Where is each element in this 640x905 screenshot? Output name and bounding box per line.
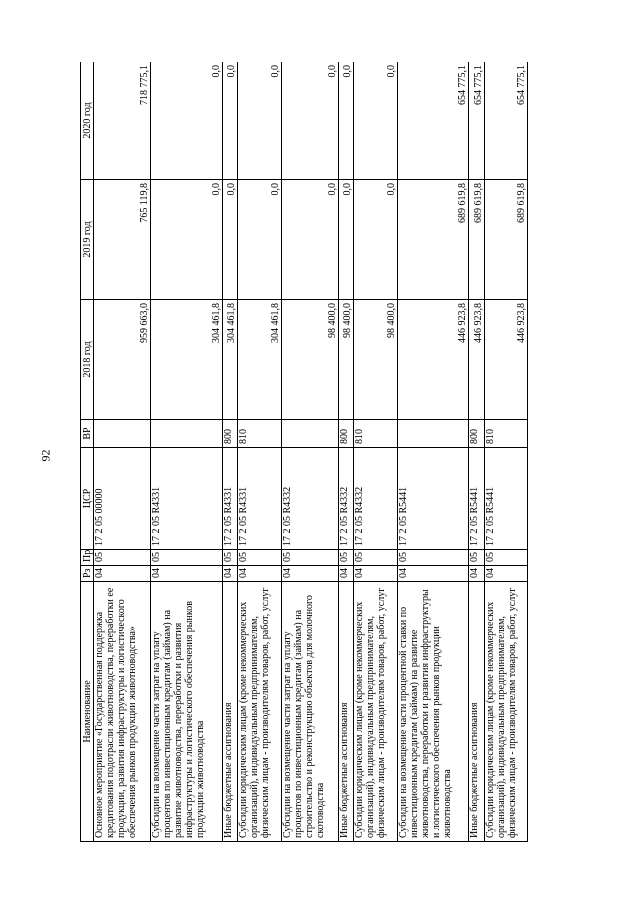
cell-rz: 04 xyxy=(94,566,151,582)
cell-2018: 98 400,0 xyxy=(281,300,338,420)
cell-2018: 959 663,0 xyxy=(94,300,151,420)
header-2019: 2019 год xyxy=(81,180,94,300)
cell-2019: 0,0 xyxy=(281,180,338,300)
cell-2018: 304 461,8 xyxy=(238,300,281,420)
table-row xyxy=(94,62,151,842)
page-content xyxy=(80,62,528,842)
cell-2019: 0,0 xyxy=(354,180,397,300)
cell-2019: 0,0 xyxy=(151,180,222,300)
cell-csr: 17 2 05 R4332 xyxy=(281,448,338,550)
cell-name: Субсидии на возмещение части затрат на уплату процентов по инвестиционным кредитам (займам) на строительство и реконструкцию объектов для молочного скотоводства xyxy=(281,582,338,842)
cell-rz: 04 xyxy=(484,566,527,582)
cell-name: Субсидии юридическим лицам (кроме некоммерческих организаций), индивидуальным предпринимателям, физическим лицам - производителям товаров, работ, услуг xyxy=(354,582,397,842)
cell-rz: 04 xyxy=(354,566,397,582)
table-row xyxy=(151,62,222,842)
cell-csr: 17 2 05 R4331 xyxy=(151,448,222,550)
cell-rz: 04 xyxy=(222,566,237,582)
table-row xyxy=(354,62,397,842)
table-row xyxy=(484,62,527,842)
cell-rz: 04 xyxy=(397,566,468,582)
cell-csr: 17 2 05 R4332 xyxy=(339,448,354,550)
cell-csr: 17 2 05 00000 xyxy=(94,448,151,550)
header-rz: Рз xyxy=(81,566,94,582)
cell-2020: 654 775,1 xyxy=(397,62,468,180)
cell-csr: 17 2 05 R4332 xyxy=(354,448,397,550)
cell-name: Иные бюджетные ассигнования xyxy=(222,582,237,842)
cell-2019: 689 619,8 xyxy=(397,180,468,300)
cell-2018: 446 923,8 xyxy=(469,300,484,420)
cell-2020: 0,0 xyxy=(151,62,222,180)
cell-2019: 689 619,8 xyxy=(484,180,527,300)
cell-name: Основное мероприятие «Государственная поддержка кредитования подотрасли животноводства, переработки ее продукции, развития инфраструктуры и логистического обеспечения рынков продукции животноводства» xyxy=(94,582,151,842)
cell-vr: 800 xyxy=(222,420,237,448)
header-pr: Пр xyxy=(81,550,94,566)
cell-name: Субсидии юридическим лицам (кроме некоммерческих организаций), индивидуальным предпринимателям, физическим лицам - производителям товаров, работ, услуг xyxy=(238,582,281,842)
cell-2019: 0,0 xyxy=(238,180,281,300)
cell-pr: 05 xyxy=(151,550,222,566)
header-2018: 2018 год xyxy=(81,300,94,420)
table-row xyxy=(469,62,484,842)
cell-2018: 98 400,0 xyxy=(339,300,354,420)
table-row xyxy=(281,62,338,842)
cell-2019: 765 119,8 xyxy=(94,180,151,300)
cell-vr xyxy=(151,420,222,448)
cell-pr: 05 xyxy=(354,550,397,566)
header-csr: ЦСР xyxy=(81,448,94,550)
cell-name: Иные бюджетные ассигнования xyxy=(469,582,484,842)
header-2020: 2020 год xyxy=(81,62,94,180)
cell-rz: 04 xyxy=(339,566,354,582)
cell-vr xyxy=(397,420,468,448)
cell-name: Субсидии на возмещение части затрат на уплату процентов по инвестиционным кредитам (займам) на развитие животноводства, переработки и развития инфраструктуры и логистического обеспечения рынков продукции животноводства xyxy=(151,582,222,842)
cell-name: Иные бюджетные ассигнования xyxy=(339,582,354,842)
header-vr: ВР xyxy=(81,420,94,448)
cell-vr: 810 xyxy=(354,420,397,448)
cell-pr: 05 xyxy=(339,550,354,566)
table-row xyxy=(238,62,281,842)
cell-vr: 800 xyxy=(469,420,484,448)
table-header-row xyxy=(81,62,94,842)
cell-vr: 810 xyxy=(238,420,281,448)
cell-pr: 05 xyxy=(281,550,338,566)
cell-rz: 04 xyxy=(281,566,338,582)
cell-2020: 654 775,1 xyxy=(484,62,527,180)
table-body xyxy=(94,62,528,842)
table-row xyxy=(397,62,468,842)
cell-csr: 17 2 05 R4331 xyxy=(238,448,281,550)
cell-vr: 800 xyxy=(339,420,354,448)
header-name: Наименование xyxy=(81,582,94,842)
cell-csr: 17 2 05 R5441 xyxy=(484,448,527,550)
cell-2018: 304 461,8 xyxy=(151,300,222,420)
cell-vr xyxy=(281,420,338,448)
cell-2020: 0,0 xyxy=(222,62,237,180)
cell-pr: 05 xyxy=(397,550,468,566)
cell-pr: 05 xyxy=(94,550,151,566)
cell-vr xyxy=(94,420,151,448)
cell-2018: 304 461,8 xyxy=(222,300,237,420)
cell-csr: 17 2 05 R5441 xyxy=(469,448,484,550)
cell-2019: 0,0 xyxy=(339,180,354,300)
cell-2020: 0,0 xyxy=(354,62,397,180)
cell-rz: 04 xyxy=(151,566,222,582)
table-row xyxy=(339,62,354,842)
cell-csr: 17 2 05 R4331 xyxy=(222,448,237,550)
cell-2020: 0,0 xyxy=(238,62,281,180)
cell-rz: 04 xyxy=(469,566,484,582)
cell-pr: 05 xyxy=(238,550,281,566)
cell-pr: 05 xyxy=(484,550,527,566)
cell-2020: 654 775,1 xyxy=(469,62,484,180)
cell-2020: 0,0 xyxy=(339,62,354,180)
cell-csr: 17 2 05 R5441 xyxy=(397,448,468,550)
cell-2018: 446 923,8 xyxy=(484,300,527,420)
budget-table xyxy=(80,62,528,842)
cell-rz: 04 xyxy=(238,566,281,582)
cell-2020: 718 775,1 xyxy=(94,62,151,180)
cell-2018: 446 923,8 xyxy=(397,300,468,420)
cell-2019: 689 619,8 xyxy=(469,180,484,300)
cell-pr: 05 xyxy=(469,550,484,566)
cell-name: Субсидии на возмещение части процентной ставки по инвестиционным кредитам (займам) на развитие животноводства, переработки и развития инфраструктуры и логистического обеспечения рынков продукции животноводства xyxy=(397,582,468,842)
cell-vr: 810 xyxy=(484,420,527,448)
cell-name: Субсидии юридическим лицам (кроме некоммерческих организаций), индивидуальным предпринимателям, физическим лицам - производителям товаров, работ, услуг xyxy=(484,582,527,842)
cell-2020: 0,0 xyxy=(281,62,338,180)
cell-2018: 98 400,0 xyxy=(354,300,397,420)
page-number: 92 xyxy=(38,449,53,462)
cell-pr: 05 xyxy=(222,550,237,566)
table-row xyxy=(222,62,237,842)
cell-2019: 0,0 xyxy=(222,180,237,300)
